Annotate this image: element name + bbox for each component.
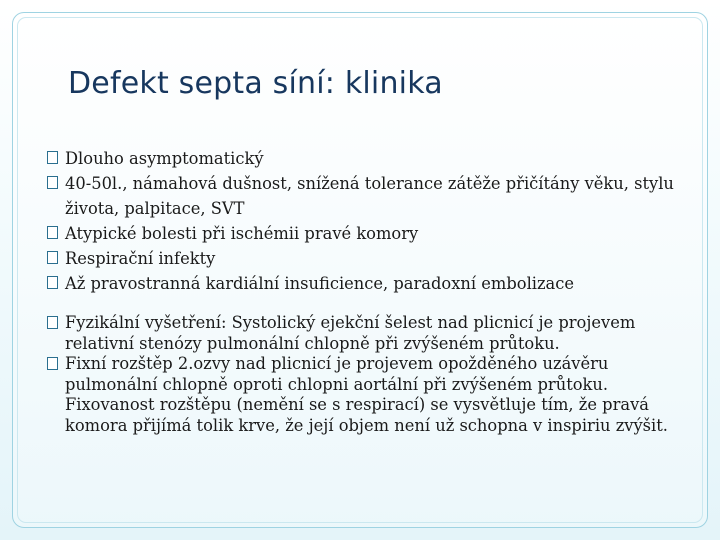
list-item [47,146,687,171]
list-item [47,246,687,271]
square-bullet-icon [47,276,58,289]
square-bullet-icon [47,176,58,189]
list-item [47,171,687,221]
list-item-text: Respirační infekty [65,249,216,268]
list-item-text: Atypické bolesti při ischémii pravé komory [65,224,419,243]
square-bullet-icon [47,251,58,264]
list-item [47,313,687,354]
list-item-text: Až pravostranná kardiální insuficience, paradoxní embolizace [65,274,575,293]
list-item [47,221,687,246]
list-item [47,354,687,436]
square-bullet-icon [47,357,58,370]
slide-title: Defekt septa síní: klinika [68,66,443,101]
square-bullet-icon [47,151,58,164]
list-item-text: Dlouho asymptomatický [65,149,264,168]
square-bullet-icon [47,226,58,239]
bullet-list [47,146,687,436]
section-spacer [47,296,687,313]
list-item-text: Fyzikální vyšetření: Systolický ejekční šelest nad plicnicí je projevem relativní stenózy pulmonální chlopně při zvýšeném průtoku. [65,313,636,353]
square-bullet-icon [47,316,58,329]
list-item [47,271,687,296]
list-item-text: Fixní rozštěp 2.ozvy nad plicnicí je projevem opožděného uzávěru pulmonální chlopně oproti chlopni aortální při zvýšeném průtoku. Fixovanost rozštěpu (nemění se s respirací) se vysvětluje tím, že pravá komora přijímá tolik krve, že její objem není už schopna v inspiriu zvýšit. [65,354,668,435]
list-item-text: 40-50l., námahová dušnost, snížená tolerance zátěže přičítány věku, stylu života, palpitace, SVT [65,174,674,218]
